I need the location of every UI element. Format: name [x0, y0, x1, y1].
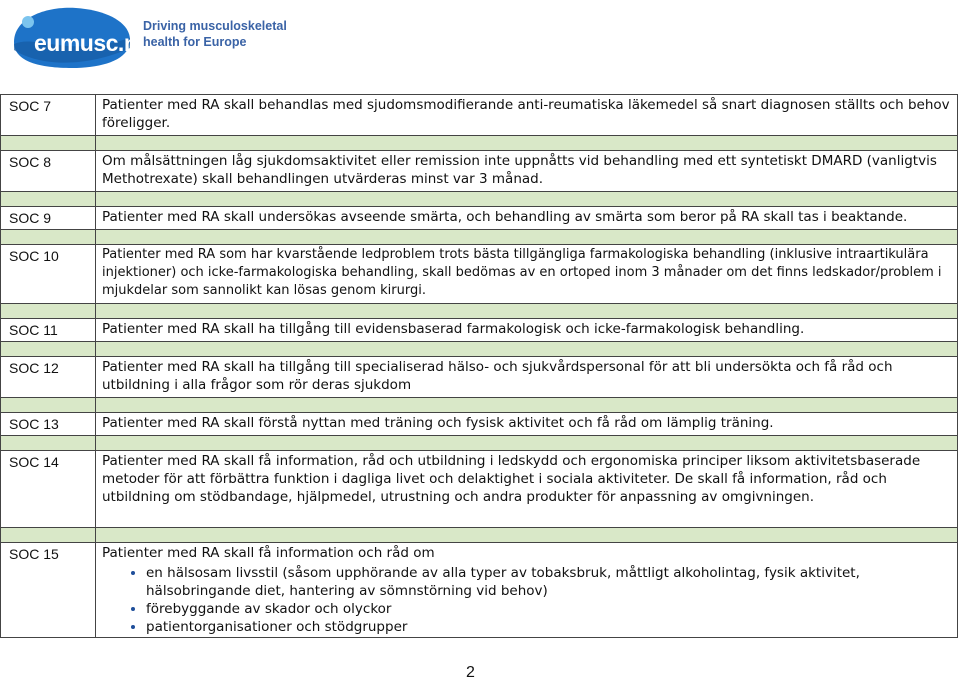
separator-row: [1, 304, 958, 319]
tagline: [143, 18, 287, 50]
soc-code: SOC 8: [1, 151, 96, 192]
soc-code: SOC 9: [1, 207, 96, 230]
soc-description: Patienter med RA skall förstå nyttan med träning och fysisk aktivitet och få råd om lämplig träning.: [96, 413, 958, 436]
list-item: • patientorganisationer och stödgrupper: [146, 618, 951, 636]
table-row: [1, 207, 958, 230]
tagline-line-1: Driving musculoskeletal: [143, 19, 287, 33]
soc-description: [96, 543, 958, 638]
separator-row: [1, 136, 958, 151]
soc-code: SOC 7: [1, 95, 96, 136]
separator-row: [1, 192, 958, 207]
table-row: [1, 357, 958, 398]
table-row: [1, 151, 958, 192]
soc-description: Patienter med RA skall ha tillgång till evidensbaserad farmakologisk och icke-farmakologisk behandling.: [96, 319, 958, 342]
table-row: [1, 95, 958, 136]
eumusc-logo: [6, 4, 157, 70]
page-number: 2: [466, 664, 475, 681]
soc-code: SOC 14: [1, 451, 96, 528]
table-row: [1, 319, 958, 342]
soc-intro: Patienter med RA skall få information och råd om: [102, 545, 435, 561]
soc-description: Patienter med RA skall behandlas med sjudomsmodifierande anti-reumatiska läkemedel så snart diagnosen ställts och behov föreligger.: [96, 95, 958, 136]
list-item: • förebyggande av skador och olyckor: [146, 600, 951, 618]
bullet-list: [102, 564, 951, 636]
soc-description: Patienter med RA skall få information, råd och utbildning i ledskydd och ergonomiska principer liksom aktivitetsbaserade metoder för att förbättra funktion i dagliga livet och delaktighet i sociala aktiviteter. De skall få information, råd och utbildning om stödbandage, hjälpmedel, utrustning och andra produkter för anpassning av omgivningen.: [96, 451, 958, 528]
separator-row: [1, 528, 958, 543]
logo-text: eumusc.net: [34, 30, 157, 56]
tagline-line-2: health for Europe: [143, 35, 247, 49]
soc-description: Patienter med RA som har kvarstående ledproblem trots bästa tillgängliga farmakologiska behandling (inklusive intraartikulära injektioner) och icke-farmakologiska behandling, skall bedömas av en ortoped inom 3 månader om det finns ledskador/problem i mjukdelar som sannolikt kan lösas genom kirurgi.: [96, 245, 958, 304]
soc-code: SOC 13: [1, 413, 96, 436]
separator-row: [1, 342, 958, 357]
soc-description: Patienter med RA skall undersökas avseende smärta, och behandling av smärta som beror på RA skall tas i beaktande.: [96, 207, 958, 230]
table-row: [1, 543, 958, 638]
soc-code: SOC 10: [1, 245, 96, 304]
soc-code: SOC 15: [1, 543, 96, 638]
separator-row: [1, 436, 958, 451]
soc-code: SOC 12: [1, 357, 96, 398]
soc-table: [0, 94, 958, 638]
separator-row: [1, 230, 958, 245]
soc-code: SOC 11: [1, 319, 96, 342]
separator-row: [1, 398, 958, 413]
table-row: [1, 245, 958, 304]
table-row: [1, 451, 958, 528]
table-row: [1, 413, 958, 436]
soc-description: Patienter med RA skall ha tillgång till specialiserad hälso- och sjukvårdspersonal för att bli undersökta och få råd och utbildning i alla frågor som rör deras sjukdom: [96, 357, 958, 398]
page-header: [0, 0, 959, 80]
soc-description: Om målsättningen låg sjukdomsaktivitet eller remission inte uppnåtts vid behandling med ett syntetiskt DMARD (vanligtvis Methotrexate) skall behandlingen utvärderas minst var 3 månad.: [96, 151, 958, 192]
list-item: • en hälsosam livsstil (såsom upphörande av alla typer av tobaksbruk, måttligt alkoholintag, fysik aktivitet, hälsobringande diet, hantering av sömnstörning vid behov): [146, 564, 951, 600]
